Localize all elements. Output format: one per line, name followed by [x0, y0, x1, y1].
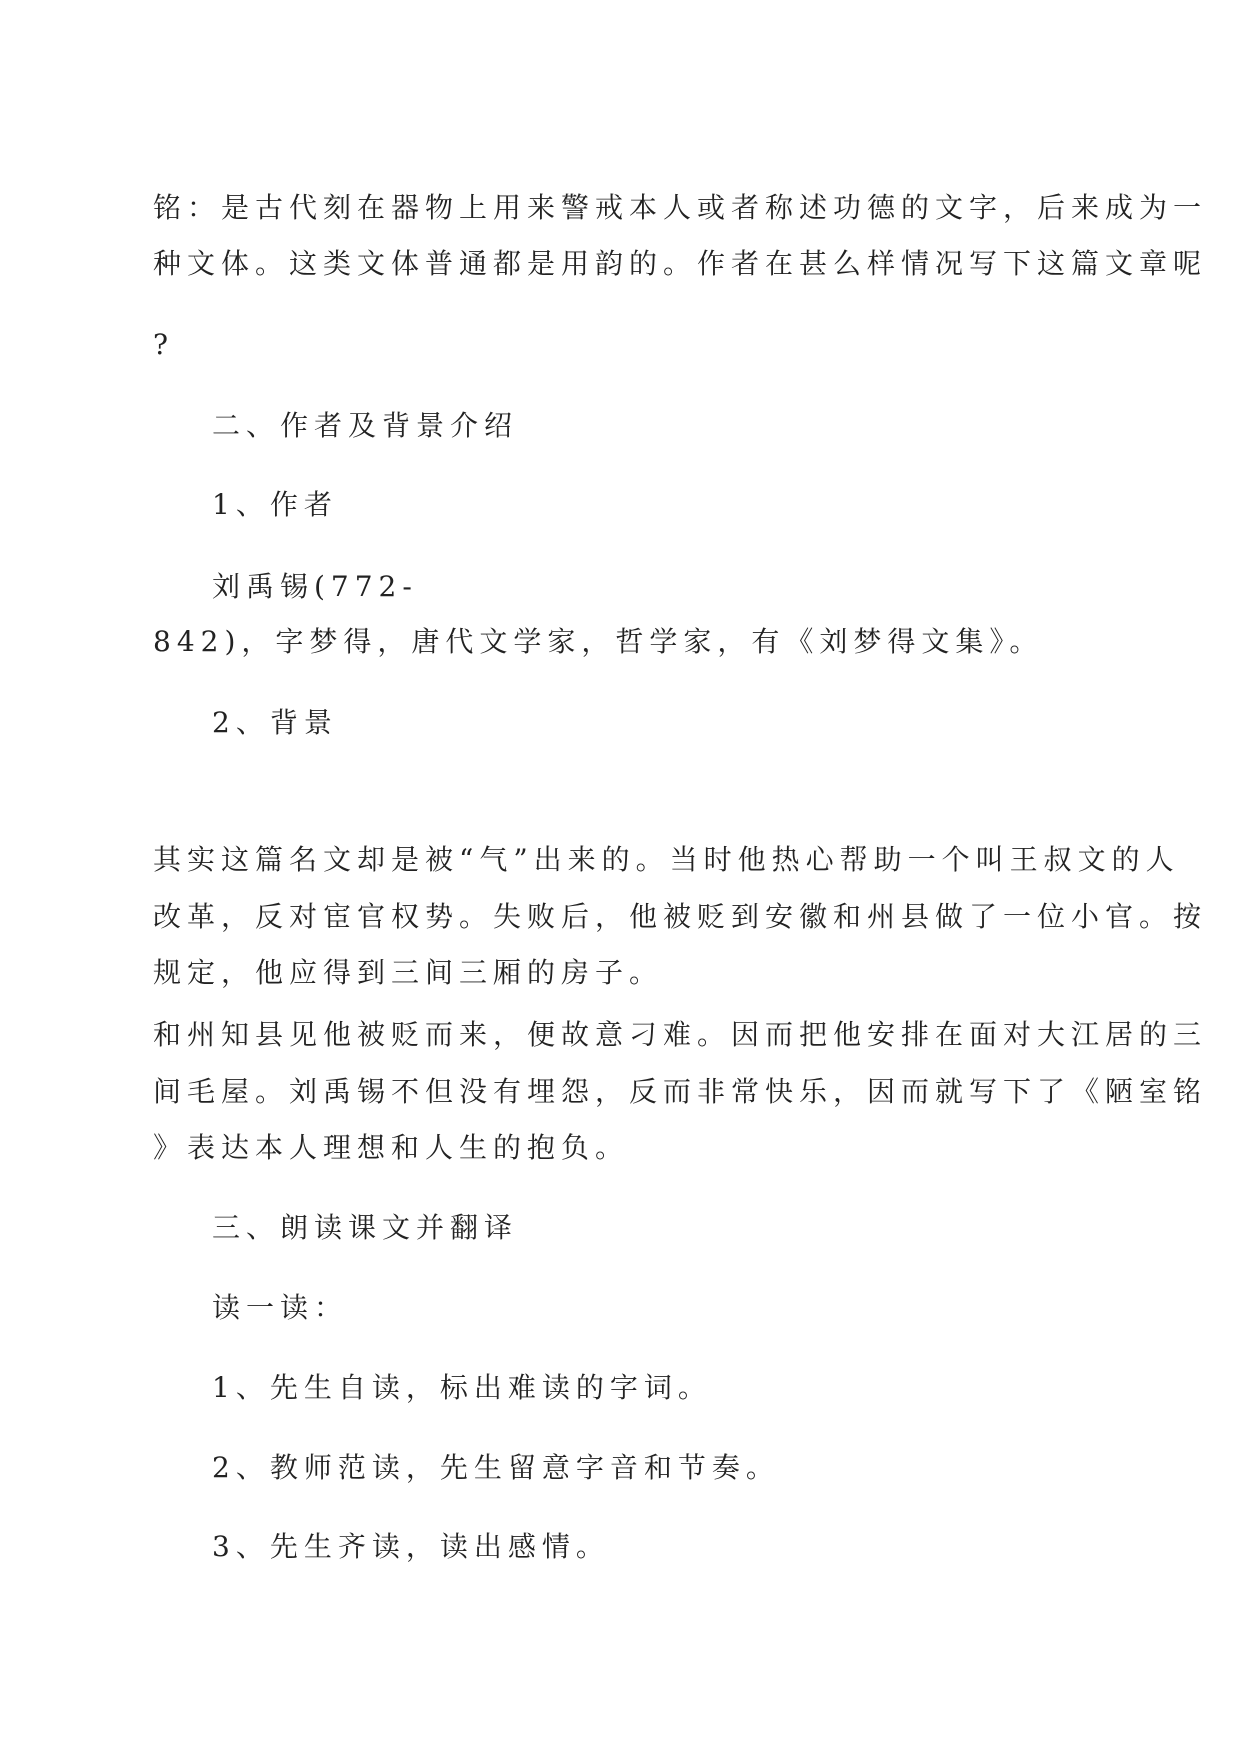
- background-line: 间毛屋。刘禹锡不但没有埋怨，反而非常快乐，因而就写下了《陋室铭: [153, 1075, 1208, 1108]
- author-text: 刘禹锡(772-: [212, 570, 418, 603]
- reading-step: 2、教师范读，先生留意字音和节奏。: [212, 1451, 780, 1484]
- intro-line: ?: [153, 328, 175, 361]
- subsection-heading: 2、背景: [212, 706, 338, 739]
- section-heading: 三、朗读课文并翻译: [212, 1211, 519, 1244]
- intro-line: 种文体。这类文体普通都是用韵的。作者在甚么样情况写下这篇文章呢: [153, 247, 1208, 280]
- background-line: 改革，反对宦官权势。失败后，他被贬到安徽和州县做了一位小官。按: [153, 900, 1208, 933]
- read-label: 读一读：: [212, 1291, 349, 1324]
- reading-step: 1、先生自读，标出难读的字词。: [212, 1371, 712, 1404]
- section-heading: 二、作者及背景介绍: [212, 409, 519, 442]
- background-line: 其实这篇名文却是被“气”出来的。当时他热心帮助一个叫王叔文的人: [153, 843, 1180, 876]
- reading-step: 3、先生齐读，读出感情。: [212, 1530, 610, 1563]
- intro-line: 铭：是古代刻在器物上用来警戒本人或者称述功德的文字，后来成为一: [153, 191, 1208, 224]
- background-line: 规定，他应得到三间三厢的房子。: [153, 956, 664, 989]
- background-line: 》表达本人理想和人生的抱负。: [153, 1131, 630, 1164]
- subsection-heading: 1、作者: [212, 488, 338, 521]
- background-line: 和州知县见他被贬而来，便故意刁难。因而把他安排在面对大江居的三: [153, 1018, 1208, 1051]
- author-text: 842)，字梦得，唐代文学家，哲学家，有《刘梦得文集》。: [153, 625, 1044, 658]
